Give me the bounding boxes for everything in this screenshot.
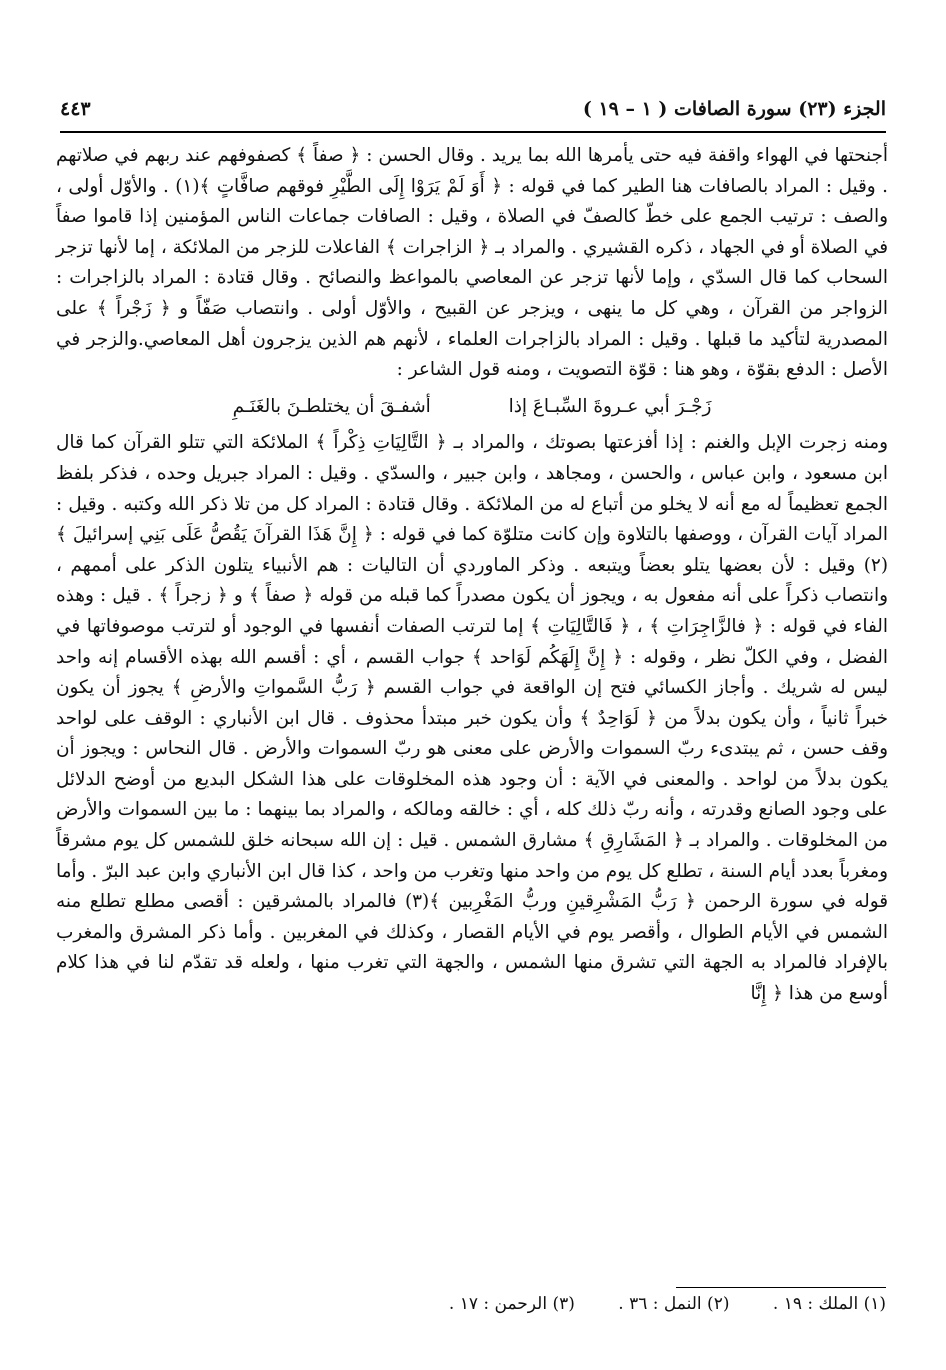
running-title: الجزء (٢٣) سورة الصافات ( ١ – ١٩ ): [582, 98, 886, 120]
poetry-verse: [56, 392, 888, 423]
header-rule: [60, 131, 886, 133]
paragraph-2: ومنه زجرت الإبل والغنم : إذا أفزعتها بصوتك ، والمراد بـ ﴿ التَّالِيَاتِ ذِكْراً ﴾ الملائكة التي تتلو القرآن كما قال ابن مسعود ، وابن عباس ، والحسن ، ومجاهد ، وابن جبير ، والسدّي . وقيل : المراد جبريل وحده ، فذكر بلفظ الجمع تعظيماً له مع أنه لا يخلو من أتباع له من الملائكة . وقال قتادة : المراد كل من تلا ذكر الله وكتبه . وقيل : المراد آيات القرآن ، ووصفها بالتلاوة وإن كانت متلوّة كما في قوله : ﴿ إِنَّ هَذَا القرآنَ يَقُصُّ عَلَى بَنِي إسرائيلَ ﴾(٢) وقيل : لأن بعضها يتلو بعضاً ويتبعه . وذكر الماوردي أن التاليات : هم الأنبياء يتلون الذكر على أممهم ، وانتصاب ذكراً على أنه مفعول به ، ويجوز أن يكون مصدراً كما قبله من قوله ﴿ صفاً ﴾ و ﴿ زجراً ﴾ . قيل : وهذه الفاء في قوله : ﴿ فالزَّاجِرَاتِ ﴾ ، ﴿ فَالتَّالِيَاتِ ﴾ إما لترتب الصفات أنفسها في الوجود أو لترتب موصوفاتها في الفضل ، وفي الكلّ نظر ، وقوله : ﴿ إِنَّ إِلَهَكُم لَوَاحد ﴾ جواب القسم ، أي : أقسم الله بهذه الأقسام إنه واحد ليس له شريك . وأجاز الكسائي فتح إن الواقعة في جواب القسم ﴿ رَبُّ السَّمواتِ والأرضِ ﴾ يجوز أن يكون خبراً ثانياً ، وأن يكون بدلاً من ﴿ لَوَاحِدٌ ﴾ وأن يكون خبر مبتدأ محذوف . قال ابن الأنباري : الوقف على لواحد وقف حسن ، ثم يبتدىء ربّ السموات والأرض على معنى هو ربّ السموات والأرض . قال النحاس : ويجوز أن يكون بدلاً من لواحد . والمعنى في الآية : أن وجود هذه المخلوقات على هذا الشكل البديع من أوضح الدلائل على وجود الصانع وقدرته ، وأنه ربّ ذلك كله ، أي : خالقه ومالكه ، والمراد بما بينهما : ما بين السموات والأرض من المخلوقات . والمراد بـ ﴿ المَشَارِقِ ﴾ مشارق الشمس . قيل : إن الله سبحانه خلق للشمس كل يوم مشرقاً ومغرباً بعدد أيام السنة ، تطلع كل يوم من واحد منها وتغرب من واحد ، كذا قال ابن الأنباري وابن عبد البرّ . وأما قوله في سورة الرحمن ﴿ رَبُّ المَشْرِقينِ وربُّ المَغْرِبين ﴾(٣) فالمراد بالمشرقين : أقصى مطلع تطلع منه الشمس في الأيام الطوال ، وأقصر يوم في الأيام القصار ، وكذلك في المغربين . وأما ذكر المشرق والمغرب بالإفراد فالمراد به الجهة التي تشرق منها الشمس ، والجهة التي تغرب منها ، ولعله قد تقدّم لنا في هذا كلام أوسع من هذا ﴿ إِنَّا: [56, 432, 888, 1005]
footnote-rule: [676, 1287, 886, 1288]
page-number: ٤٤٣: [60, 98, 91, 120]
footnotes: [411, 1294, 886, 1314]
verse-hemistich-2: أشفـقَ أن يختلطـنَ بالغَنَـمِ: [232, 395, 431, 417]
page-header: [60, 98, 886, 126]
footnote-1: (١) الملك : ١٩ .: [772, 1294, 886, 1314]
footnote-3: (٣) الرحمن : ١٧ .: [448, 1294, 575, 1314]
page-body: [56, 141, 888, 1010]
verse-hemistich-1: زَجْـرَ أبي عـروةَ السِّبـاعَ إذا: [508, 395, 712, 417]
paragraph-1: أجنحتها في الهواء واقفة فيه حتى يأمرها الله بما يريد . وقال الحسن : ﴿ صفاً ﴾ كصفوفهم عند ربهم في صلاتهم . وقيل : المراد بالصافات هنا الطير كما في قوله : ﴿ أَوَ لَمْ يَرَوْا إِلَى الطَّيْرِ فوقهم صافَّاتٍ ﴾(١) . والأوّل أولى ، والصف : ترتيب الجمع على خطّ كالصفّ في الصلاة ، وقيل : الصافات جماعات الناس المؤمنين إذا قاموا صفاً في الصلاة أو في الجهاد ، ذكره القشيري . والمراد بـ ﴿ الزاجرات ﴾ الفاعلات للزجر من الملائكة ، إما لأنها تزجر السحاب كما قال السدّي ، وإما لأنها تزجر عن المعاصي بالمواعظ والنصائح . وقال قتادة : المراد بالزاجرات : الزواجر من القرآن ، وهي كل ما ينهى ، ويزجر عن القبيح ، والأوّل أولى . وانتصاب صَفّاً و ﴿ زَجْراً ﴾ على المصدرية لتأكيد ما قبلها . وقيل : المراد بالزاجرات العلماء ، لأنهم هم الذين يزجرون أهل المعاصي.والزجر في الأصل : الدفع بقوّة ، وهو هنا : قوّة التصويت ، ومنه قول الشاعر :: [56, 145, 888, 381]
footnote-2: (٢) النمل : ٣٦ .: [618, 1294, 730, 1314]
